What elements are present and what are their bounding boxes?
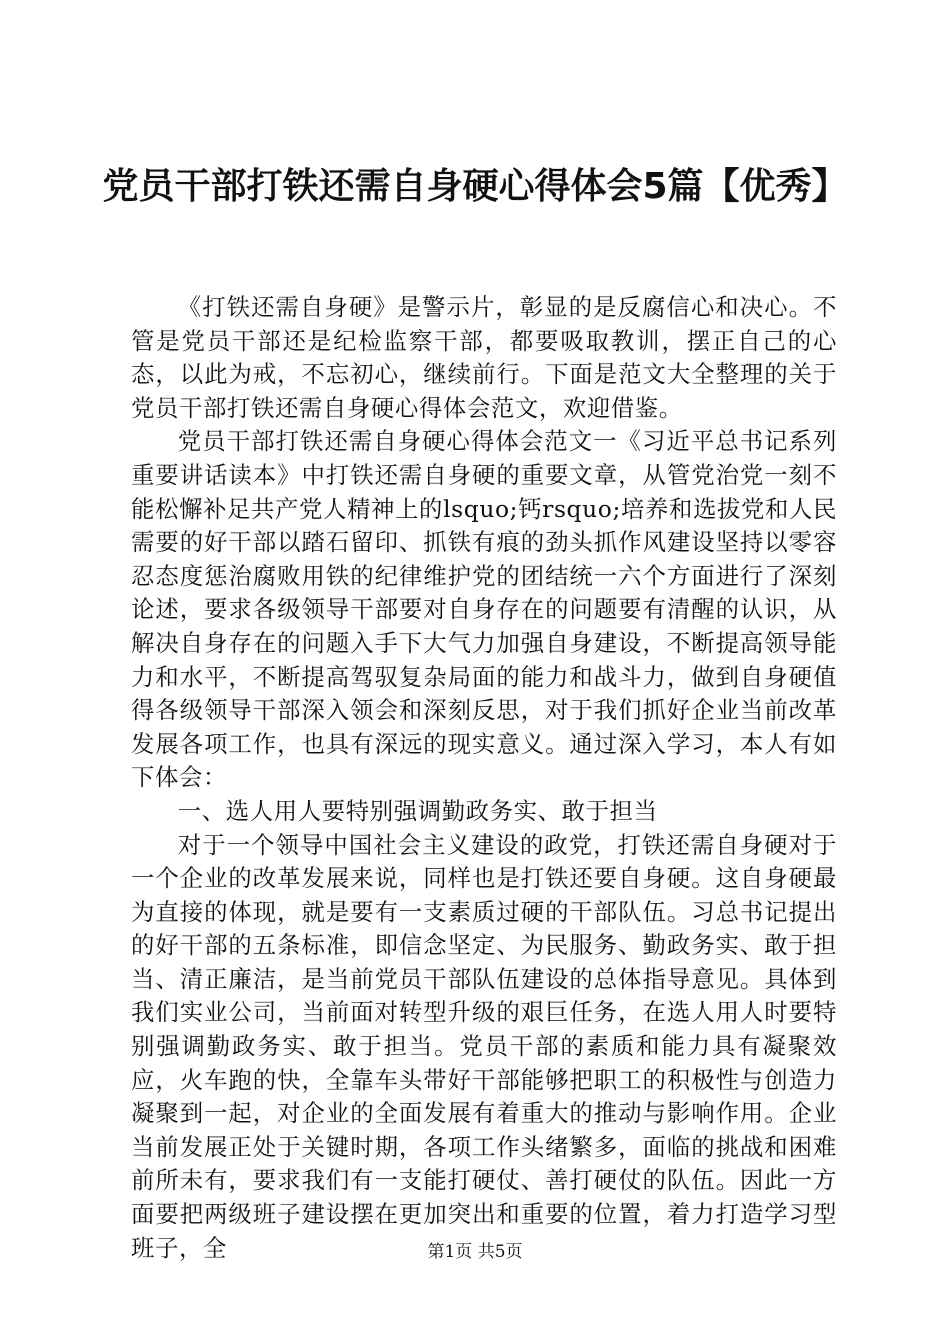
page-number: 第1页 共5页 <box>427 1242 523 1262</box>
document-title: 党员干部打铁还需自身硬心得体会5篇【优秀】 <box>102 166 848 207</box>
document-body <box>131 291 837 1265</box>
paragraph-essay-one: 党员干部打铁还需自身硬心得体会范文一《习近平总书记系列重要讲话读本》中打铁还需自身硬的重要文章，从管党治党一刻不能松懈补足共产党人精神上的lsquo;钙rsquo;培养和选拔党和人民需要的好干部以踏石留印、抓铁有痕的劲头抓作风建设坚持以零容忍态度惩治腐败用铁的纪律维护党的团结统一六个方面进行了深刻论述，要求各级领导干部要对自身存在的问题要有清醒的认识，从解决自身存在的问题入手下大气力加强自身建设，不断提高领导能力和水平，不断提高驾驭复杂局面的能力和战斗力，做到自身硬值得各级领导干部深入领会和深刻反思，对于我们抓好企业当前改革发展各项工作，也具有深远的现实意义。通过深入学习，本人有如下体会： <box>131 427 837 792</box>
section-heading: 一、选人用人要特别强调勤政务实、敢于担当 <box>177 796 658 825</box>
paragraph-section-one: 对于一个领导中国社会主义建设的政党，打铁还需自身硬对于一个企业的改革发展来说，同样也是打铁还要自身硬。这自身硬最为直接的体现，就是要有一支素质过硬的干部队伍。习总书记提出的好干部的五条标准，即信念坚定、为民服务、勤政务实、敢于担当、清正廉洁，是当前党员干部队伍建设的总体指导意见。具体到我们实业公司，当前面对转型升级的艰巨任务，在选人用人时要特别强调勤政务实、敢于担当。党员干部的素质和能力具有凝聚效应，火车跑的快，全靠车头带好干部能够把职工的积极性与创造力凝聚到一起，对企业的全面发展有着重大的推动与影响作用。企业当前发展正处于关键时期，各项工作头绪繁多，面临的挑战和困难前所未有，要求我们有一支能打硬仗、善打硬仗的队伍。因此一方面要把两级班子建设摆在更加突出和重要的位置，着力打造学习型班子，全 <box>131 830 837 1262</box>
paragraph-intro: 《打铁还需自身硬》是警示片，彰显的是反腐信心和决心。不管是党员干部还是纪检监察干部，都要吸取教训，摆正自己的心态，以此为戒，不忘初心，继续前行。下面是范文大全整理的关于党员干部打铁还需自身硬心得体会范文，欢迎借鉴。 <box>131 293 837 422</box>
